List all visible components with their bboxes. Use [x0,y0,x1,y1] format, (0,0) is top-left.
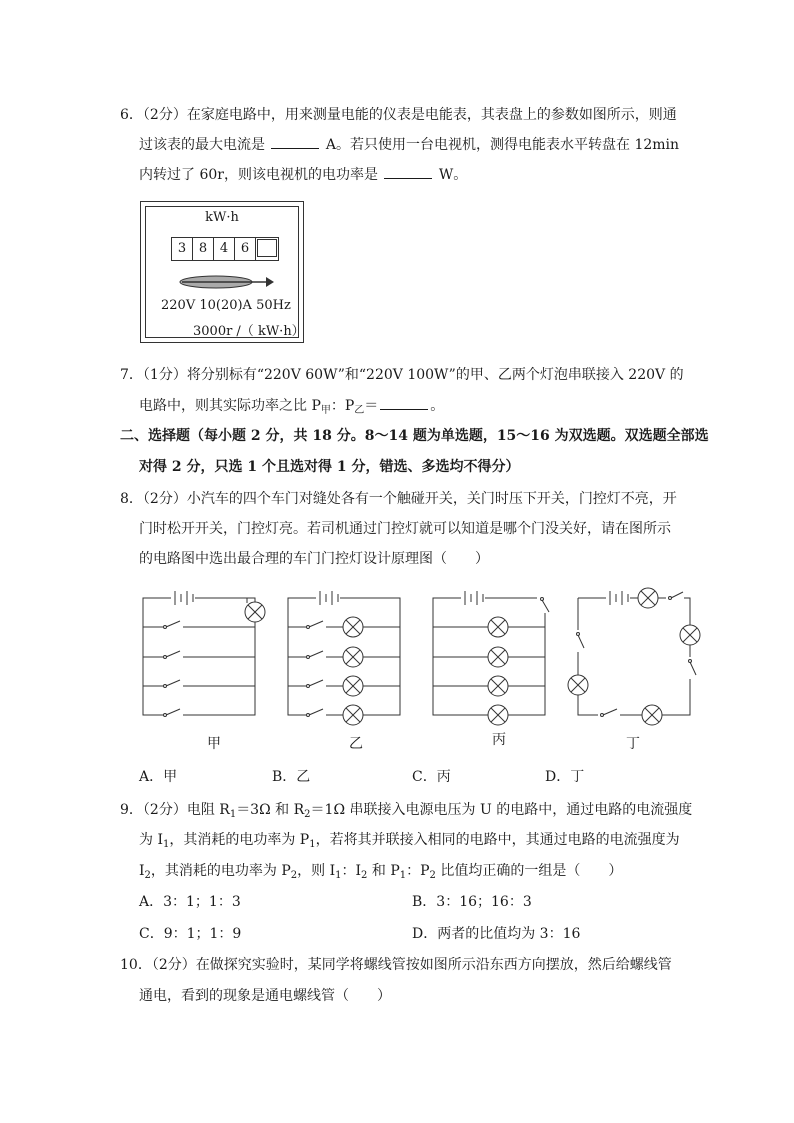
q9-line2 [139,831,680,854]
q9-l3-s5: 1 [399,870,407,881]
q7-colon: ：P [330,398,355,414]
circuit-yi [288,591,400,725]
meter-spec-voltage: 220V 10(20)A 50Hz [161,298,291,313]
energy-meter-inner [145,206,305,339]
q7-sub-yi: 乙 [354,405,365,416]
q6-line2-a: 过该表的最大电流是 [139,137,265,153]
diagram-label-ding: 丁 [626,736,640,752]
q6-line3 [139,166,467,184]
q9-l3-c: ，则 I [297,863,336,879]
q6-blank-current[interactable] [271,136,319,149]
meter-digit-row [171,237,279,261]
q6-line3-a: 内转过了 60r，则该电视机的电功率是 [139,167,378,183]
q9-l1-c: ＝1Ω 串联接入电源电压为 U 的电路中，通过电路的电流强度 [310,802,693,818]
q9-l3-s4: 2 [361,870,368,881]
q8-option-c[interactable]: C．丙 [412,769,451,785]
q8-circuit-diagrams [135,585,735,760]
diagram-label-yi: 乙 [349,736,363,752]
q9-l2-s2: 1 [309,839,316,850]
q9-l3-s1: 2 [144,870,151,881]
q9-option-b[interactable]: B．3：16；16：3 [412,894,532,910]
q6-line3-b: W。 [438,167,468,183]
circuit-jia [143,591,265,718]
q9-l3-f: ：P [406,863,430,879]
section2-heading-line1: 二、选择题（每小题 2 分，共 18 分。8～14 题为单选题，15～16 为双选题。双选题全部选 [120,428,709,444]
q9-option-c[interactable]: C．9：1；1：9 [139,926,242,942]
q9-line1 [120,801,692,824]
q9-l3-d: ：I [341,863,362,879]
q7-line1: 7．（1分）将分别标有“220V 60W”和“220V 100W”的甲、乙两个灯泡串联接入 220V 的 [120,367,684,383]
diagram-label-bing: 丙 [492,732,506,748]
q8-option-b[interactable]: B．乙 [272,769,311,785]
q8-line3: 的电路图中选出最合理的车门门控灯设计原理图（ ） [139,551,489,567]
q9-l1-s2: 2 [304,809,311,820]
q7-line2-c: 。 [430,398,445,414]
meter-digit: 3 [172,238,193,260]
q9-option-a[interactable]: A．3：1；1：3 [139,894,241,910]
meter-digit-box [257,239,277,257]
meter-digit: 8 [193,238,214,260]
q8-line1: 8．（2分）小汽车的四个车门对缝处各有一个触碰开关，关门时压下开关，门控灯不亮，开 [120,491,677,507]
q9-option-d[interactable]: D．两者的比值均为 3：16 [412,926,581,942]
meter-digit: 6 [235,238,256,260]
q8-line2: 门时松开开关，门控灯亮。若司机通过门控灯就可以知道是哪个门没关好，请在图所示 [139,521,671,537]
q9-l3-e: 和 P [367,863,400,879]
q9-l2-c: ，若将其并联接入相同的电路中，其通过电路的电流强度为 [315,832,680,848]
meter-spec-revs: 3000r /（ kW·h） [193,324,305,339]
q7-line2-a: 电路中，则其实际功率之比 P [139,398,321,414]
q9-l2-s1: 1 [162,839,170,850]
q10-line1: 10．（2分）在做探究实验时，某同学将螺线管按如图所示沿东西方向摆放，然后给螺线管 [120,957,672,973]
q6-blank-power[interactable] [384,166,432,179]
q9-l1-b: ＝3Ω 和 R [236,802,305,818]
q9-l2-b: ，其消耗的电功率为 P [169,832,310,848]
circuit-bing [433,591,549,725]
q9-l3-s3: 1 [335,870,342,881]
meter-unit-label: kW·h [205,210,239,225]
q9-l3-a: I [139,863,145,879]
q7-blank-ratio[interactable] [380,397,428,410]
section2-heading-line2: 对得 2 分，只选 1 个且选对得 1 分，错选、多选均不得分） [139,459,520,475]
q6-line1: 6．（2分）在家庭电路中，用来测量电能的仪表是电能表，其表盘上的参数如图所示，则通 [120,107,677,123]
q9-line3 [139,862,622,885]
q7-line2 [139,397,444,420]
q9-l1-s1: 1 [229,809,237,820]
q9-l3-g: 比值均正确的一组是（ ） [435,863,623,879]
q7-sub-jia: 甲 [320,405,331,416]
meter-disc-arrow [146,272,300,292]
q8-option-d[interactable]: D．丁 [545,769,585,785]
meter-digit: 4 [214,238,235,260]
circuit-ding [568,588,700,725]
q9-l3-b: ，其消耗的电功率为 P [150,863,291,879]
energy-meter-figure [140,201,304,343]
q8-option-a[interactable]: A．甲 [139,769,178,785]
q9-l2-a: 为 I [139,832,163,848]
q6-line2-b: A。若只使用一台电视机，测得电能表水平转盘在 12min [325,137,680,153]
q6-line2 [139,136,679,154]
diagram-label-jia: 甲 [207,736,221,752]
q9-l3-s2: 2 [290,870,298,881]
q9-l1-a: 9．（2分）电阻 R [120,802,230,818]
q9-l3-s6: 2 [429,870,436,881]
q7-line2-b: ＝ [364,398,379,414]
q10-line2: 通电，看到的现象是通电螺线管（ ） [139,988,391,1004]
